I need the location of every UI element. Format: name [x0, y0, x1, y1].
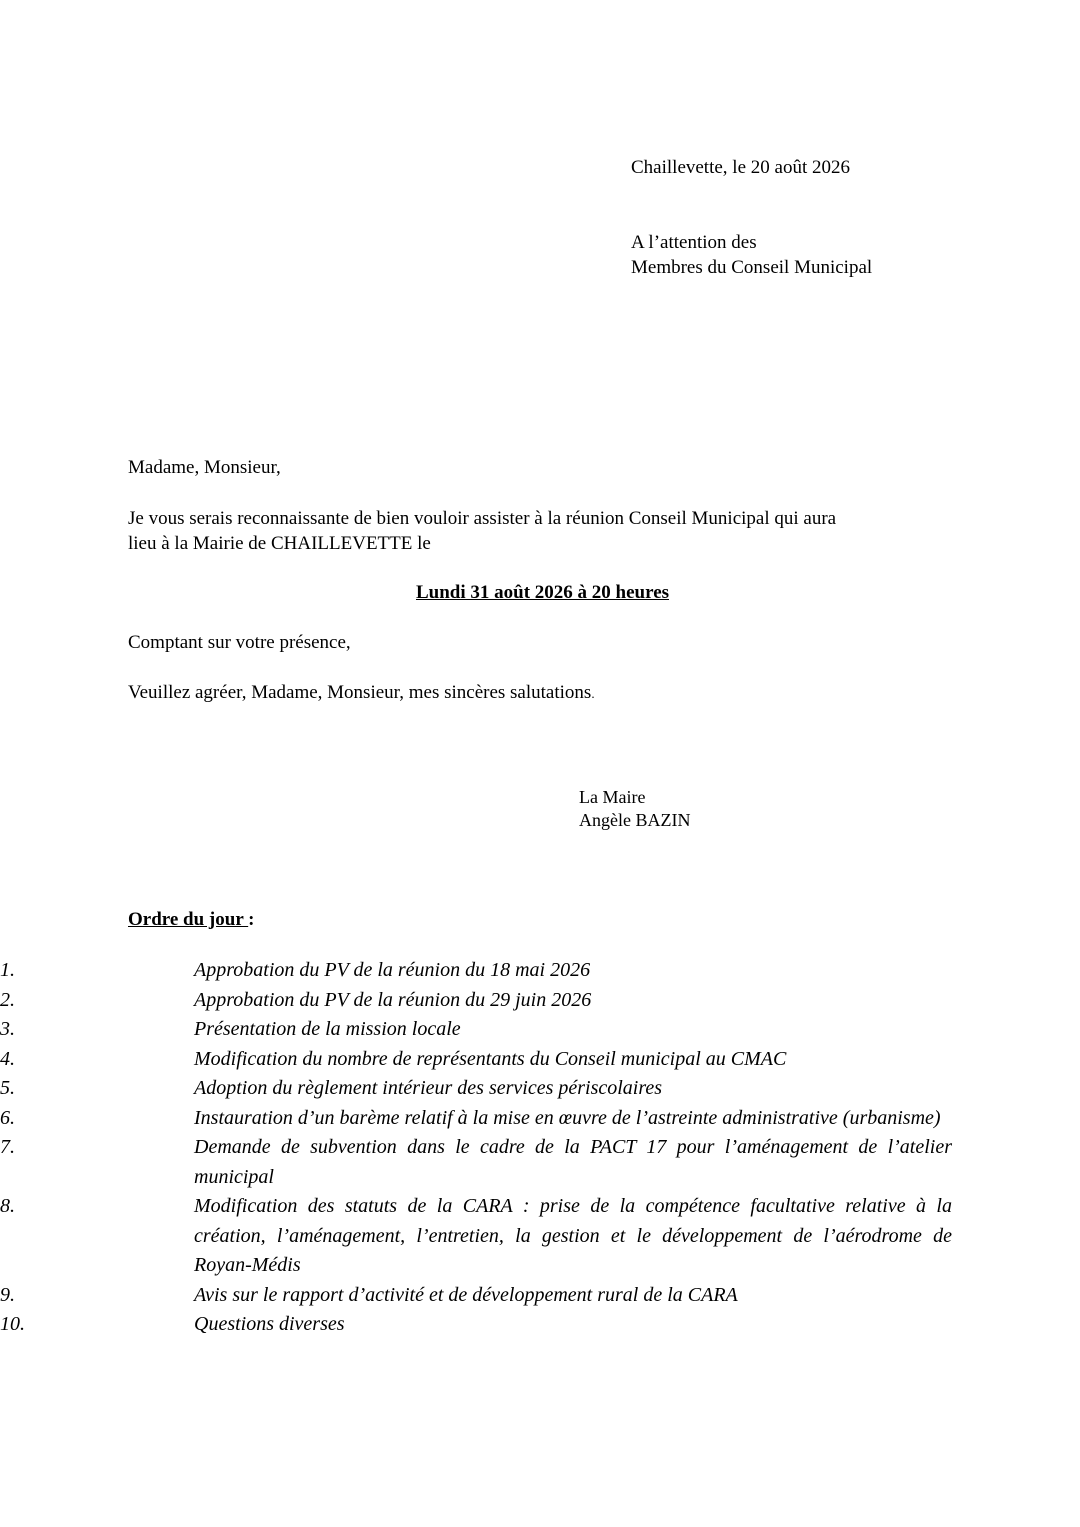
recipient-line: A l’attention des [631, 232, 757, 253]
closing-text: Veuillez agréer, Madame, Monsieur, mes sincères salutations [128, 682, 592, 703]
salutation: Madame, Monsieur, [128, 457, 281, 478]
agenda-item-text: Approbation du PV de la réunion du 18 mai 2026 [194, 959, 591, 981]
meeting-date [0, 580, 1080, 605]
agenda-item-number: 6. [0, 1106, 15, 1129]
agenda-heading-text: Ordre du jour [128, 909, 249, 930]
recipient-block [631, 230, 872, 280]
agenda-item-text: Adoption du règlement intérieur des services périscolaires [194, 1077, 663, 1099]
body-line: Je vous serais reconnaissante de bien vouloir assister à la réunion Conseil Municipal qui aura [128, 508, 837, 529]
agenda-item [0, 1310, 1080, 1340]
letter-date: Chaillevette, le 20 août 2026 [631, 157, 850, 178]
agenda-item [0, 1133, 1080, 1192]
agenda-item [0, 986, 1080, 1016]
recipient-line: Membres du Conseil Municipal [631, 257, 873, 278]
agenda-item [0, 1104, 1080, 1134]
agenda-item [0, 1074, 1080, 1104]
agenda-item-number: 7. [0, 1136, 15, 1158]
signature-title: La Maire [579, 787, 646, 807]
agenda-item-text: Présentation de la mission locale [194, 1018, 461, 1040]
agenda-item [0, 1045, 1080, 1075]
closing-period: . [591, 686, 595, 701]
agenda-item-number: 5. [0, 1077, 15, 1099]
body-paragraph [128, 506, 836, 556]
agenda-item-text: Questions diverses [194, 1313, 345, 1335]
agenda-item-number: 8. [0, 1195, 15, 1217]
signature-name: Angèle BAZIN [579, 810, 691, 830]
agenda-item-text: Modification des statuts de la CARA : prise de la compétence facultative relative à la création, l’aménagement, l’entretien, la gestion et le développement de l’aérodrome de Royan-Médis [194, 1195, 952, 1276]
agenda-item-number: 10. [0, 1313, 25, 1335]
agenda-item-text: Instauration d’un barème relatif à la mise en œuvre de l’astreinte administrative (urbanisme) [194, 1106, 941, 1129]
agenda-item-number: 4. [0, 1047, 15, 1070]
agenda-item [0, 956, 1080, 986]
agenda-item-text: Demande de subvention dans le cadre de la PACT 17 pour l’aménagement de l’atelier municipal [194, 1136, 952, 1188]
agenda-list [0, 956, 1080, 1340]
agenda-item [0, 1015, 1080, 1045]
body-line: lieu à la Mairie de CHAILLEVETTE le [128, 533, 431, 554]
closing-line [128, 680, 595, 706]
agenda-heading [128, 907, 255, 932]
signature-block [579, 786, 690, 832]
agenda-item-number: 1. [0, 959, 15, 981]
agenda-item-number: 9. [0, 1283, 15, 1306]
counting-line: Comptant sur votre présence, [128, 632, 351, 653]
agenda-item-text: Avis sur le rapport d’activité et de développement rural de la CARA [194, 1283, 738, 1306]
meeting-date-text: Lundi 31 août 2026 à 20 heures [415, 582, 670, 603]
agenda-item-number: 3. [0, 1018, 15, 1040]
agenda-item [0, 1192, 1080, 1281]
agenda-item [0, 1281, 1080, 1311]
agenda-item-text: Modification du nombre de représentants du Conseil municipal au CMAC [194, 1047, 787, 1070]
agenda-item-number: 2. [0, 988, 15, 1011]
agenda-item-text: Approbation du PV de la réunion du 29 juin 2026 [194, 988, 592, 1011]
agenda-heading-colon: : [248, 909, 255, 930]
